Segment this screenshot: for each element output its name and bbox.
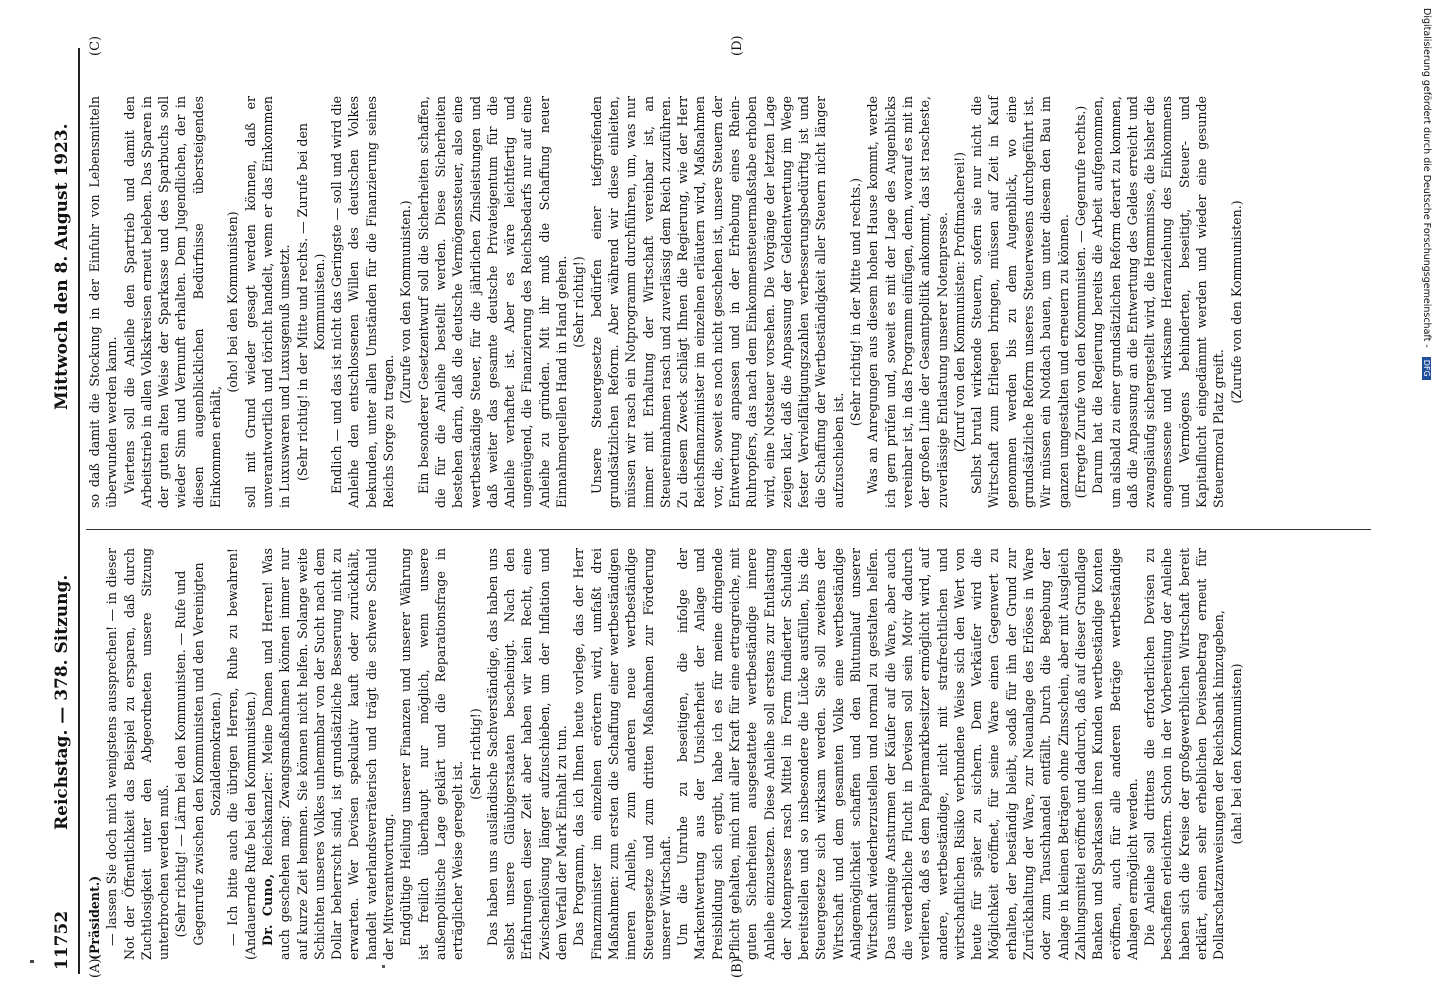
credit-text: Digitalisierung gefördert durch die Deutsche Forschungsgemeinschaft -: [1421, 8, 1432, 348]
speech-opening: [259, 548, 397, 960]
dfg-logo: DFG: [1422, 357, 1431, 380]
right-column: [86, 96, 1371, 508]
session-title: Reichstag. — 378. Sitzung.: [52, 574, 72, 830]
margin-marker-d: (D): [730, 35, 745, 56]
interjection: (Sehr richtig! in der Mitte und rechts. — Zurufe bei den Kommunisten.): [294, 122, 327, 482]
margin-marker-b: (B): [730, 958, 745, 978]
rotated-page: [50, 35, 1380, 978]
paragraph: Das Programm, das ich Ihnen heute vorlege, das der Herr Finanzminister im einzelnen erörtern wird, umfaßt drei Maßnahmen: zum ersten die Schaffung einer wertbeständigen inneren Anleihe, zum anderen neue wertbeständige Steuergesetze und zum dritten Maßnahmen zur Förderung unserer Wirtschaft.: [571, 548, 673, 960]
scan-speck: [382, 965, 385, 968]
interjection: (Sehr richtig!): [467, 708, 483, 800]
paragraph: Was an Anregungen aus diesem hohen Hause kommt, werde ich gern prüfen und, soweit es mit der Lage des Augenblicks vereinbar ist, in das Programm einfügen, denn, worauf es mit in der großen Linie der Gesamtpolitik ankommt, das ist rascheste, zuverlässige Entlastung unserer Notenpresse.: [865, 96, 950, 508]
paragraph: soll mit Grund wieder gesagt werden können, daß er unverantwortlich und töricht handelt, wenn er das Einkommen in Luxuswaren und Luxusgenuß umsetzt.: [242, 96, 293, 508]
session-date: Mittwoch den 8. August 1923.: [52, 123, 72, 410]
interjection: (aha! bei den Kommunisten): [1228, 663, 1244, 845]
speaker-label: (Präsident.): [87, 875, 102, 960]
interjection: (Zurufe von den Kommunisten.): [398, 200, 414, 404]
speaker-role: Reichskanzler:: [259, 771, 275, 867]
digitization-credit: [1422, 8, 1434, 988]
scan-speck: [30, 960, 34, 963]
page-header: [50, 48, 76, 970]
paragraph: Selbst brutal wirkende Steuern, sofern sie nur nicht die Wirtschaft zum Erliegen bringen, müssen auf Zeit in Kauf genommen werden bis zu dem Augenblick, wo eine grundsätzliche Reform unseres Steuerwesens durchgeführt ist. Wir müssen ein Notdach bauen, um unter diesem den Bau im ganzen umgestalten und erneuern zu können.: [969, 96, 1071, 508]
speech-text: Meine Damen und Herren! Was auch geschehen mag: Zwangsmaßnahmen können immer nur auf kurze Zeit hemmen. Sie können nicht helfen. Solange weite Schichten unseres Volkes unhemmbar von der Sucht nach dem Dollar beherrscht sind, ist grundsätzliche Besserung nicht zu erwarten. Wer Devisen spekulativ kauft oder zurückhält, handelt vaterlandsverräterisch und trägt die schwere Schuld der Mitverantwortung.: [259, 548, 397, 960]
interjection: (Zurufe von den Kommunisten.): [1228, 200, 1244, 404]
column-divider: [86, 529, 1371, 530]
paragraph: Unsere Steuergesetze bedürfen einer tiefgreifenden grundsätzlichen Reform. Aber während wir diese einleiten, müssen wir rasch ein Notprogramm durchführen, um, was nur immer mit Erhaltung der Wirtschaft vereinbar ist, an Steuereinnahmen rasch und zuverlässig dem Reich zuzuführen. Zu diesem Zweck schlägt Ihnen die Regierung, wie der Herr Reichsfinanzminister im einzelnen erläutern wird, Maßnahmen vor, die, soweit es noch nicht geschehen ist, unsere Steuern der Entwertung anpassen und in der Erhebung eines Rhein-Ruhropfers, das nach dem Einkommensteuermaßstabe erhoben wird, eine Notsteuer vorsehen. Die Vorgänge der letzten Lage zeigen klar, daß die Anpassung der Geldentwertung im Wege fester Vervielfältigungszahlen verbesserungsbedürftig ist und die Schaffung der Wertbeständigkeit aller Steuern nicht länger aufzuschieben ist.: [588, 96, 846, 508]
interjection: (Zuruf von den Kommunisten: Profitmacherei!): [951, 151, 967, 453]
paragraph: Das haben uns ausländische Sachverständige, das haben uns selbst unsere Gläubigerstaaten bescheinigt. Nach den Erfahrungen dieser Zeit aber haben wir kein Recht, eine Zwischenlösung länger aufzuschieben, um der Inflation und dem Verfall der Mark Einhalt zu tun.: [484, 548, 570, 960]
margin-marker-a: (A): [88, 958, 103, 978]
paragraph: Ein besonderer Gesetzentwurf soll die Sicherheiten schaffen, die für die Anleihe bestellt werden. Diese Sicherheiten bestehen darin, daß die deutsche Vermögenssteuer, also eine wertbeständige Steuer, für die jährlichen Zinsleistungen und daß weiter das gesamte deutsche Privateigentum für die Anleihe verhaftet ist. Aber es wäre leichtfertig und ungenügend, die Finanzierung des Reichsbedarfs nur auf eine Anleihe zu gründen. Mit ihr muß die Schaffung neuer Einnahmequellen Hand in Hand gehen.: [415, 96, 570, 508]
interjection: (Sehr richtig! in der Mitte und rechts.): [848, 177, 864, 427]
paragraph: so daß damit die Stockung in der Einfuhr von Lebensmitteln überwunden werden kann.: [87, 96, 120, 508]
left-column: [86, 548, 1371, 960]
paragraph: Endgültige Heilung unserer Finanzen und unserer Währung ist freilich überhaupt nur möglich, wenn unsere außenpolitische Lage geklärt und die Reparationsfrage in erträglicher Weise geregelt ist.: [398, 548, 466, 960]
paragraph: — Ich bitte auch die übrigen Herren, Ruhe zu bewahren! (Andauernde Rufe bei den Kommunisten.): [225, 548, 258, 960]
header-rule: [78, 48, 80, 974]
margin-marker-c: (C): [88, 35, 103, 56]
interjection: (Sehr richtig! — Lärm bei den Kommunisten. — Rufe und Gegenrufe zwischen den Kommunisten und den Vereinigten Sozialdemokraten.): [173, 562, 224, 946]
paragraph: Die Anleihe soll drittens die erforderlichen Devisen zu beschaffen erleichtern. Schon in der Vorbereitung der Anleihe haben sich die Kreise der großgewerblichen Wirtschaft bereit erklärt, einen sehr erheblichen Devisenbetrag erneut für Dollarschatzanweisungen der Reichsbank hinzugeben,: [1142, 548, 1227, 960]
interjection: (Erregte Zurufe von den Kommunisten. — Gegenrufe rechts.): [1072, 105, 1088, 499]
interjection: (Sehr richtig!): [571, 256, 587, 348]
paragraph: Darum hat die Regierung bereits die Arbeit aufgenommen, um alsbald zu einer grundsätzlichen Reform derart zu kommen, daß die Anpassung an die Entwertung des Geldes erreicht und zwangsläufig sichergestellt wird, die Hemmnisse, die bisher die angemessene und wirksame Heranziehung des Einkommens und Vermögens behinderten, beseitigt, Steuer- und Kapitalflucht eingedämmt werden und wieder eine gesunde Steuermoral Platz greift.: [1090, 96, 1227, 508]
interjection: (oho! bei den Kommunisten): [225, 211, 241, 393]
page-number: 11752: [52, 910, 72, 970]
paragraph: — lassen Sie doch mich wenigstens aussprechen! — in dieser Not der Öffentlichkeit das Beispiel zu ersparen, daß durch Zuchtlosigkeit unter den Abgeordneten unsere Sitzung unterbrochen werden muß.: [104, 548, 172, 960]
paragraph: Um die Unruhe zu beseitigen, die infolge der Markentwertung aus der Unsicherheit der Anlage und Preisbildung sich ergibt, habe ich es für meine dringende Pflicht gehalten, mich mit aller Kraft für eine ertragreiche, mit guten Sicherheiten ausgestattete wertbeständige innere Anleihe einzusetzen. Diese Anleihe soll erstens zur Entlastung der Notenpresse rasch Mittel in Form fundierter Schulden bereitstellen und so insbesondere die Lücke ausfüllen, bis die Steuergesetze sich wirksam werden. Sie soll zweitens der Wirtschaft und dem gesamten Volke eine wertbeständige Anlagemöglichkeit schaffen und den Blutumlauf unserer Wirtschaft wiederherzustellen und normal zu gestalten helfen. Das unsinnige Ansturmen der Käufer auf die Ware, aber auch die verderbliche Flucht in Devisen soll sein Motiv dadurch verlieren, daß es dem Papiermarkbesitzer ermöglicht wird, auf andere, wertbeständige, nicht mit strafrechtlichen und wirtschaftlichen Risiko verbundene Weise sich den Wert von heute für später zu sichern. Dem Verkäufer wird die Möglichkeit eröffnet, für seine Ware einen Gegenwert zu erhalten, der beständig bleibt, sodaß für ihn der Grund zur Zurückhaltung der Ware, zur Neuanlage des Erlöses in Ware oder zum Tauschhandel entfällt. Durch die Begebung der Anlage in kleinen Beträgen ohne Zinsschein, aber mit Ausgleich Zahlungsmittel eröffnet und dadurch, daß auf dieser Grundlage Banken und Sparkassen ihren Kunden wertbeständige Konten eröffnen, auch für alle anderen Beträge wertbeständige Anlagen ermöglicht werden.: [675, 548, 1140, 960]
paragraph: Viertens soll die Anleihe den Spartrieb und damit den Arbeitstrieb in allen Volkskreisen erneut beleben. Das Sparen in der guten alten Weise der Sparkasse und des Sparbuchs soll wieder Sinn und Vernunft erhalten. Dem Jugendlichen, der in diesen augenblicklichen Bedürfnisse übersteigendes Einkommen erhält,: [121, 96, 224, 508]
speaker-name: Dr. Cuno,: [259, 873, 275, 946]
paragraph: Endlich — und das ist nicht das Geringste — soll und wird die Anleihe den entschlossenen Willen des deutschen Volkes bekunden, unter allen Umständen für die Finanzierung seines Reichs Sorge zu tragen.: [329, 96, 397, 508]
